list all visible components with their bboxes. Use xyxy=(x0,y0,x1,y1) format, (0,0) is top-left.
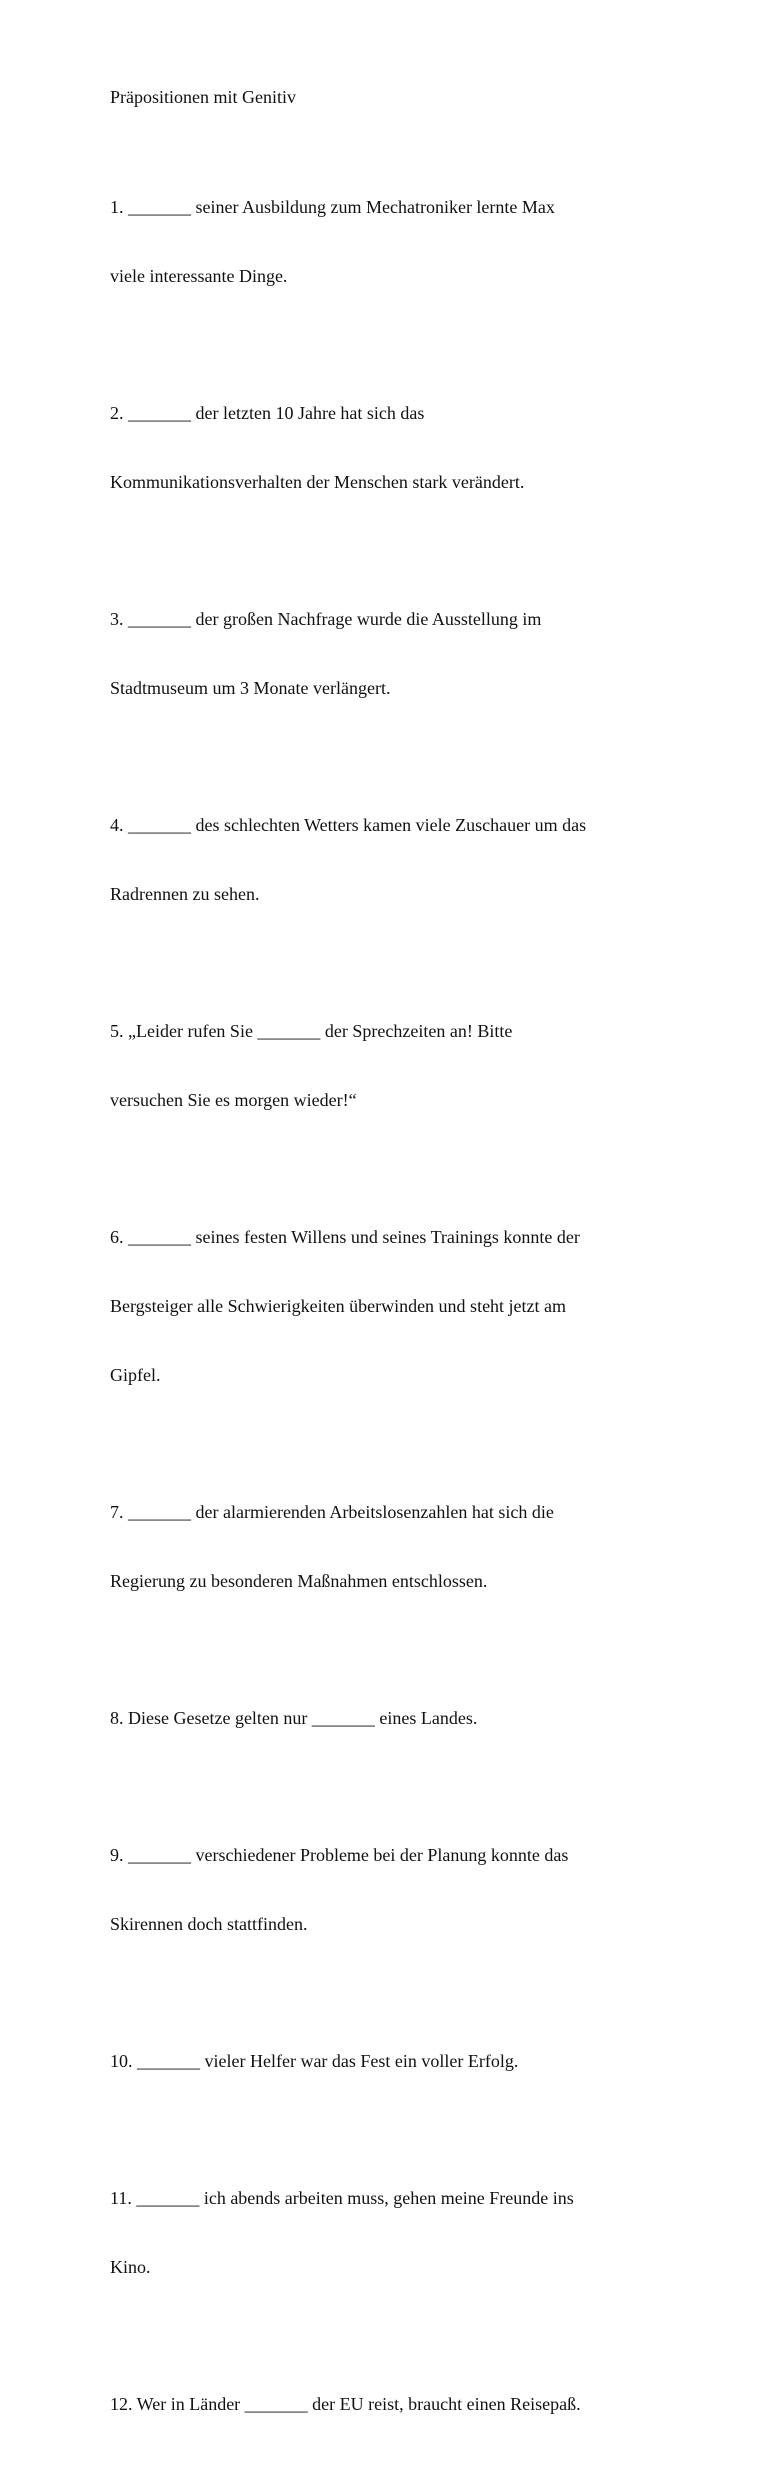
exercise-line: Kino. xyxy=(110,2257,151,2277)
exercise-line: versuchen Sie es morgen wieder!“ xyxy=(110,1090,357,1110)
exercise-item-6 xyxy=(110,1180,710,1433)
exercise-item-2 xyxy=(110,356,710,540)
exercise-line: Stadtmuseum um 3 Monate verlängert. xyxy=(110,678,391,698)
exercise-line: 4. _______ des schlechten Wetters kamen viele Zuschauer um das xyxy=(110,815,587,835)
exercise-line: 12. Wer in Länder _______ der EU reist, braucht einen Reisepaß. xyxy=(110,2394,581,2414)
exercise-item-7 xyxy=(110,1455,710,1639)
worksheet-page xyxy=(110,86,710,2484)
exercise-line: 9. _______ verschiedener Probleme bei der Planung konnte das xyxy=(110,1845,569,1865)
exercise-line: 6. _______ seines festen Willens und seines Trainings konnte der xyxy=(110,1227,580,1247)
exercise-line: Bergsteiger alle Schwierigkeiten überwinden und steht jetzt am xyxy=(110,1296,567,1316)
exercise-line: Regierung zu besonderen Maßnahmen entschlossen. xyxy=(110,1571,488,1591)
exercise-line: 2. _______ der letzten 10 Jahre hat sich das xyxy=(110,403,425,423)
exercise-line: 8. Diese Gesetze gelten nur _______ eines Landes. xyxy=(110,1708,478,1728)
exercise-line: 10. _______ vieler Helfer war das Fest ein voller Erfolg. xyxy=(110,2051,519,2071)
exercise-item-5 xyxy=(110,974,710,1158)
exercise-line: 3. _______ der großen Nachfrage wurde die Ausstellung im xyxy=(110,609,542,629)
exercise-line: 1. _______ seiner Ausbildung zum Mechatroniker lernte Max xyxy=(110,197,555,217)
exercise-line: Gipfel. xyxy=(110,1365,161,1385)
exercise-item-1 xyxy=(110,150,710,334)
exercise-item-9 xyxy=(110,1798,710,1982)
exercise-line: Skirennen doch stattfinden. xyxy=(110,1914,308,1934)
exercise-line: viele interessante Dinge. xyxy=(110,266,288,286)
exercise-item-3 xyxy=(110,562,710,746)
exercise-item-8 xyxy=(110,1661,710,1776)
exercise-line: 7. _______ der alarmierenden Arbeitslosenzahlen hat sich die xyxy=(110,1502,554,1522)
exercise-item-4 xyxy=(110,768,710,952)
worksheet-title: Präpositionen mit Genitiv xyxy=(110,87,296,107)
exercise-line: 5. „Leider rufen Sie _______ der Sprechzeiten an! Bitte xyxy=(110,1021,513,1041)
exercise-line: Radrennen zu sehen. xyxy=(110,884,260,904)
exercise-item-10 xyxy=(110,2004,710,2119)
exercise-line: 11. _______ ich abends arbeiten muss, gehen meine Freunde ins xyxy=(110,2188,574,2208)
exercise-item-11 xyxy=(110,2141,710,2325)
exercise-item-12 xyxy=(110,2347,710,2462)
exercise-line: Kommunikationsverhalten der Menschen stark verändert. xyxy=(110,472,525,492)
